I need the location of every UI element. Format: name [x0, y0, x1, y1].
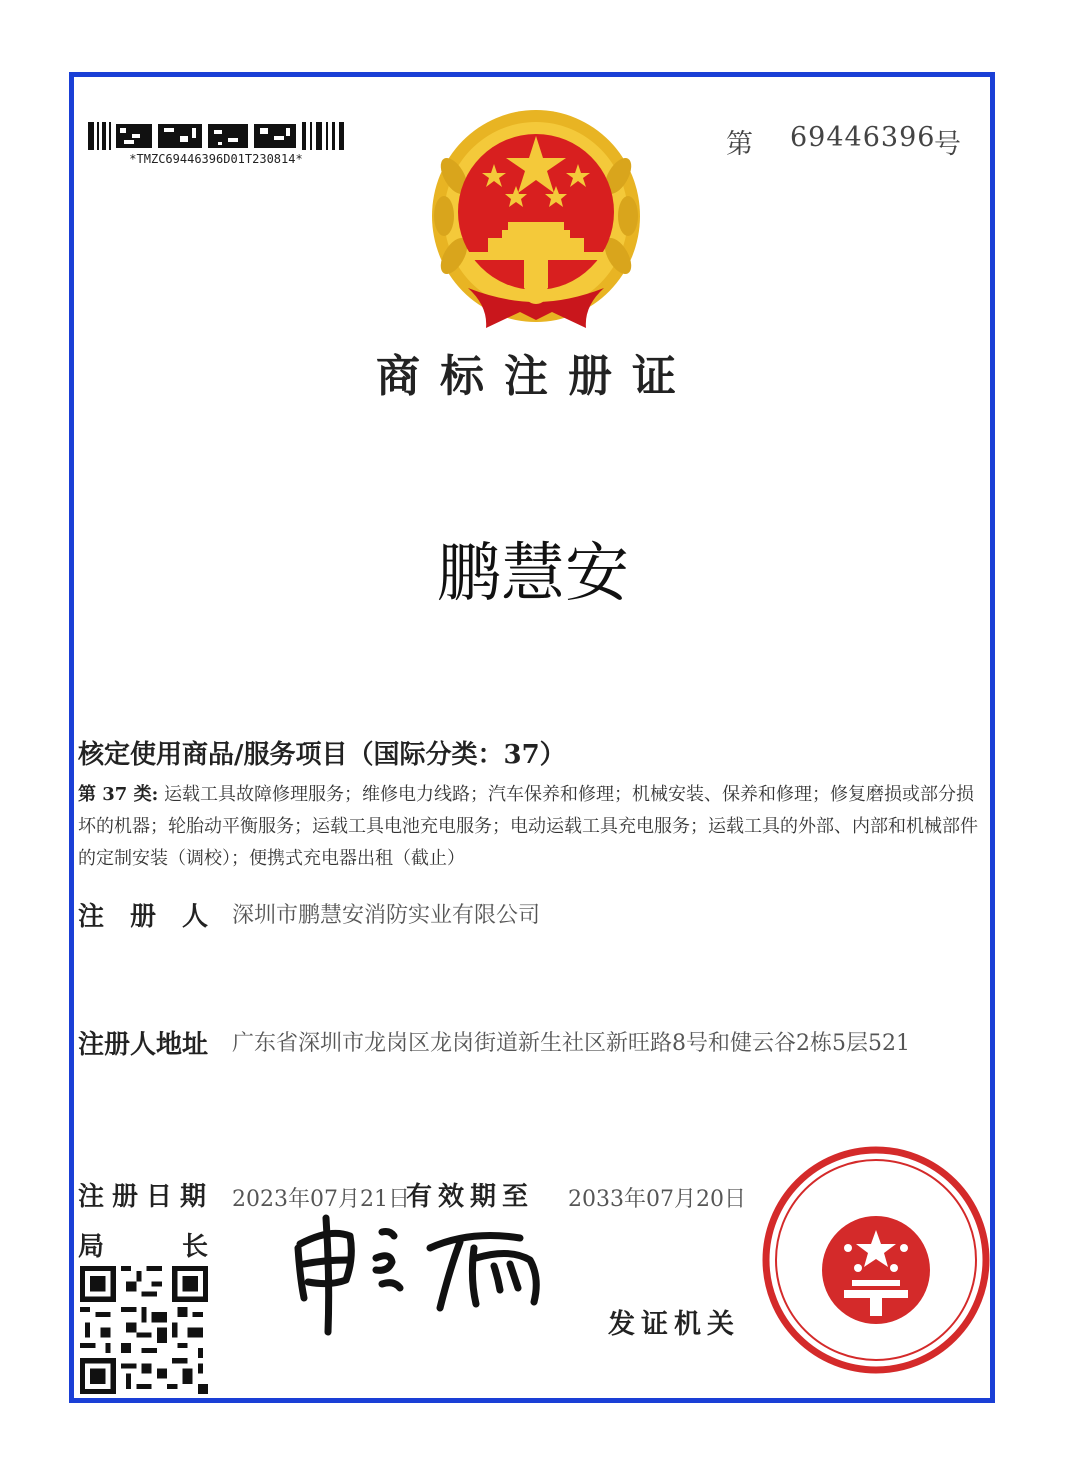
reg-number-prefix: 第 [726, 129, 753, 160]
valid-until-label: 有效期至 [406, 1182, 535, 1212]
national-emblem-icon [428, 106, 644, 338]
director-label: 局 长 [78, 1232, 209, 1262]
services-text [78, 779, 988, 875]
reg-number: 69446396 [790, 122, 936, 153]
barcode-text: *TMZC69446396D01T230814* [129, 152, 303, 166]
reg-date-label: 注册日期 [78, 1182, 215, 1212]
reg-date-value: 2023年07月21日 [232, 1187, 410, 1212]
official-seal-icon [760, 1144, 992, 1376]
reg-number-suffix: 号 [934, 129, 961, 160]
certificate-title: 商标注册证 [376, 351, 696, 402]
registrant-value: 深圳市鹏慧安消防实业有限公司 [232, 903, 541, 928]
address-value: 广东省深圳市龙岗区龙岗街道新生社区新旺路8号和健云谷2栋5层521 [232, 1031, 910, 1056]
trademark-name: 鹏慧安 [437, 537, 629, 611]
qr-code [80, 1266, 208, 1394]
address-label: 注册人地址 [78, 1030, 209, 1060]
class-label: 第 37 类: [78, 784, 159, 805]
director-signature [290, 1208, 560, 1338]
barcode [88, 122, 344, 150]
issuer-label: 发证机关 [608, 1309, 740, 1340]
registrant-label: 注 册 人 [78, 902, 209, 932]
services-list: 运载工具故障修理服务；维修电力线路；汽车保养和修理；机械安装、保养和修理；修复磨损或部分损坏的机器；轮胎动平衡服务；运载工具电池充电服务；电动运载工具充电服务；运载工具的外部、内部和机械部件的定制安装（调校）；便携式充电器出租（截止） [78, 784, 978, 869]
services-heading: 核定使用商品/服务项目（国际分类：37） [78, 740, 566, 770]
valid-until-value: 2033年07月20日 [568, 1187, 746, 1212]
